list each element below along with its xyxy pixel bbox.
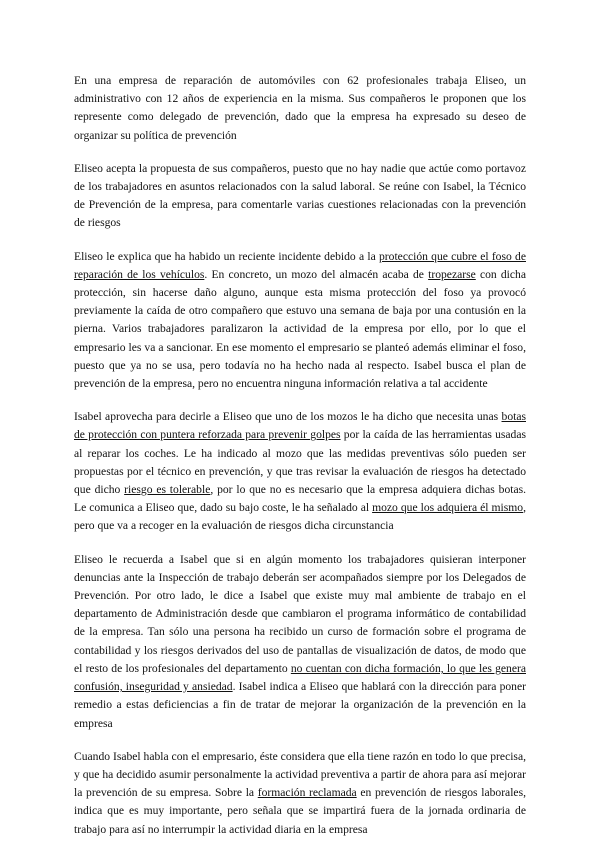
paragraph-text: . Isabel indica a Eliseo que hablará con la dirección para poner remedio a estas deficiencias a fin de tratar de mejorar la organización de la prevención en la empresa — [74, 680, 526, 730]
paragraph-2 — [74, 160, 526, 233]
paragraph-text: Cuando Isabel habla con el empresario, éste considera que ella tiene razón en todo lo que precisa, y que ha decidido asumir personalmente la actividad preventiva a partir de ahora para así mejorar la prevención de su empresa. Sobre la — [74, 749, 526, 800]
paragraph-5 — [74, 551, 526, 733]
paragraph-text: En una empresa de reparación de automóviles con 62 profesionales trabaja Eliseo, un administrativo con 12 años de experiencia en la misma. Sus compañeros le proponen que los represente como delegado de prevención, dado que la empresa ha expresado su deseo de organizar su política de prevención — [74, 74, 526, 142]
underlined-phrase: no cuentan con dicha formación, lo que les genera confusión, inseguridad y ansiedad — [74, 661, 526, 694]
paragraph-text: Isabel aprovecha para decirle a Eliseo que uno de los mozos le ha dicho que necesita unas — [74, 410, 502, 424]
paragraph-6 — [74, 748, 526, 839]
underlined-phrase: formación reclamada — [257, 786, 357, 800]
paragraph-text: Eliseo acepta la propuesta de sus compañeros, puesto que no hay nadie que actúe como portavoz de los trabajadores en asuntos relacionados con la salud laboral. Se reúne con Isabel, la Técnico de Prevención de la empresa, para comentarle varias cuestiones relacionadas con la prevención de riesgos — [74, 161, 526, 230]
underlined-phrase: protección que cubre el foso de reparación de los vehículos — [74, 249, 526, 281]
paragraph-text: , pero que va a recoger en la evaluación de riesgos dicha circunstancia — [74, 501, 526, 533]
document-page — [74, 72, 526, 854]
underlined-phrase: riesgo es tolerable — [124, 483, 211, 497]
underlined-phrase: botas de protección con puntera reforzada para prevenir golpes — [74, 410, 526, 442]
paragraph-text: con dicha protección, sin hacerse daño alguno, aunque esta misma protección del foso ya provocó previamente la caída de otro compañero que estuvo una semana de baja por una contusión en la pierna. Varios trabajadores paralizaron la actividad de la empresa por ello, por lo que el empresario les va a sancionar. En ese momento el empresario se planteó además eliminar el foso, puesto que ya no se usa, pero todavía no ha hecho nada al respecto. Isabel busca el plan de prevención de la empresa, pero no encuentra ninguna información relativa a tal accidente — [74, 267, 526, 391]
paragraph-text: . En concreto, un mozo del almacén acaba de — [204, 267, 429, 281]
paragraph-text: , por lo que no es necesario que la empresa adquiera dichas botas. Le comunica a Eliseo que, dado su bajo coste, le ha señalado al — [74, 483, 527, 515]
underlined-phrase: tropezarse — [428, 267, 476, 281]
paragraph-text: por la caída de las herramientas usadas al reparar los coches. Le ha indicado al mozo que las medidas preventivas sólo pueden ser propuestas por el técnico en prevención, y que tras revisar la evaluación de riesgos ha detectado que dicho — [74, 428, 526, 497]
underlined-phrase: mozo que los adquiera él mismo — [372, 501, 524, 515]
paragraph-4 — [74, 408, 526, 535]
paragraph-3 — [74, 248, 526, 394]
paragraph-1 — [74, 72, 526, 145]
paragraph-text: en prevención de riesgos laborales, indica que es muy importante, pero señala que se impartirá fuera de la jornada ordinaria de trabajo para así no interrumpir la actividad diaria en la empresa — [74, 786, 526, 836]
paragraph-text: Eliseo le recuerda a Isabel que si en algún momento los trabajadores quisieran interponer denuncias ante la Inspección de trabajo deberán ser acompañados siempre por los Delegados de Prevención. Por otro lado, le dice a Isabel que existe muy mal ambiente de trabajo en el departamento de Administración desde que cambiaron el programa informático de contabilidad de la empresa. Tan sólo una persona ha recibido un curso de formación sobre el programa de contabilidad y los riesgos derivados del uso de pantallas de visualización de datos, de modo que el resto de los profesionales del departamento — [74, 552, 526, 675]
paragraph-text: Eliseo le explica que ha habido un reciente incidente debido a la — [74, 249, 379, 263]
